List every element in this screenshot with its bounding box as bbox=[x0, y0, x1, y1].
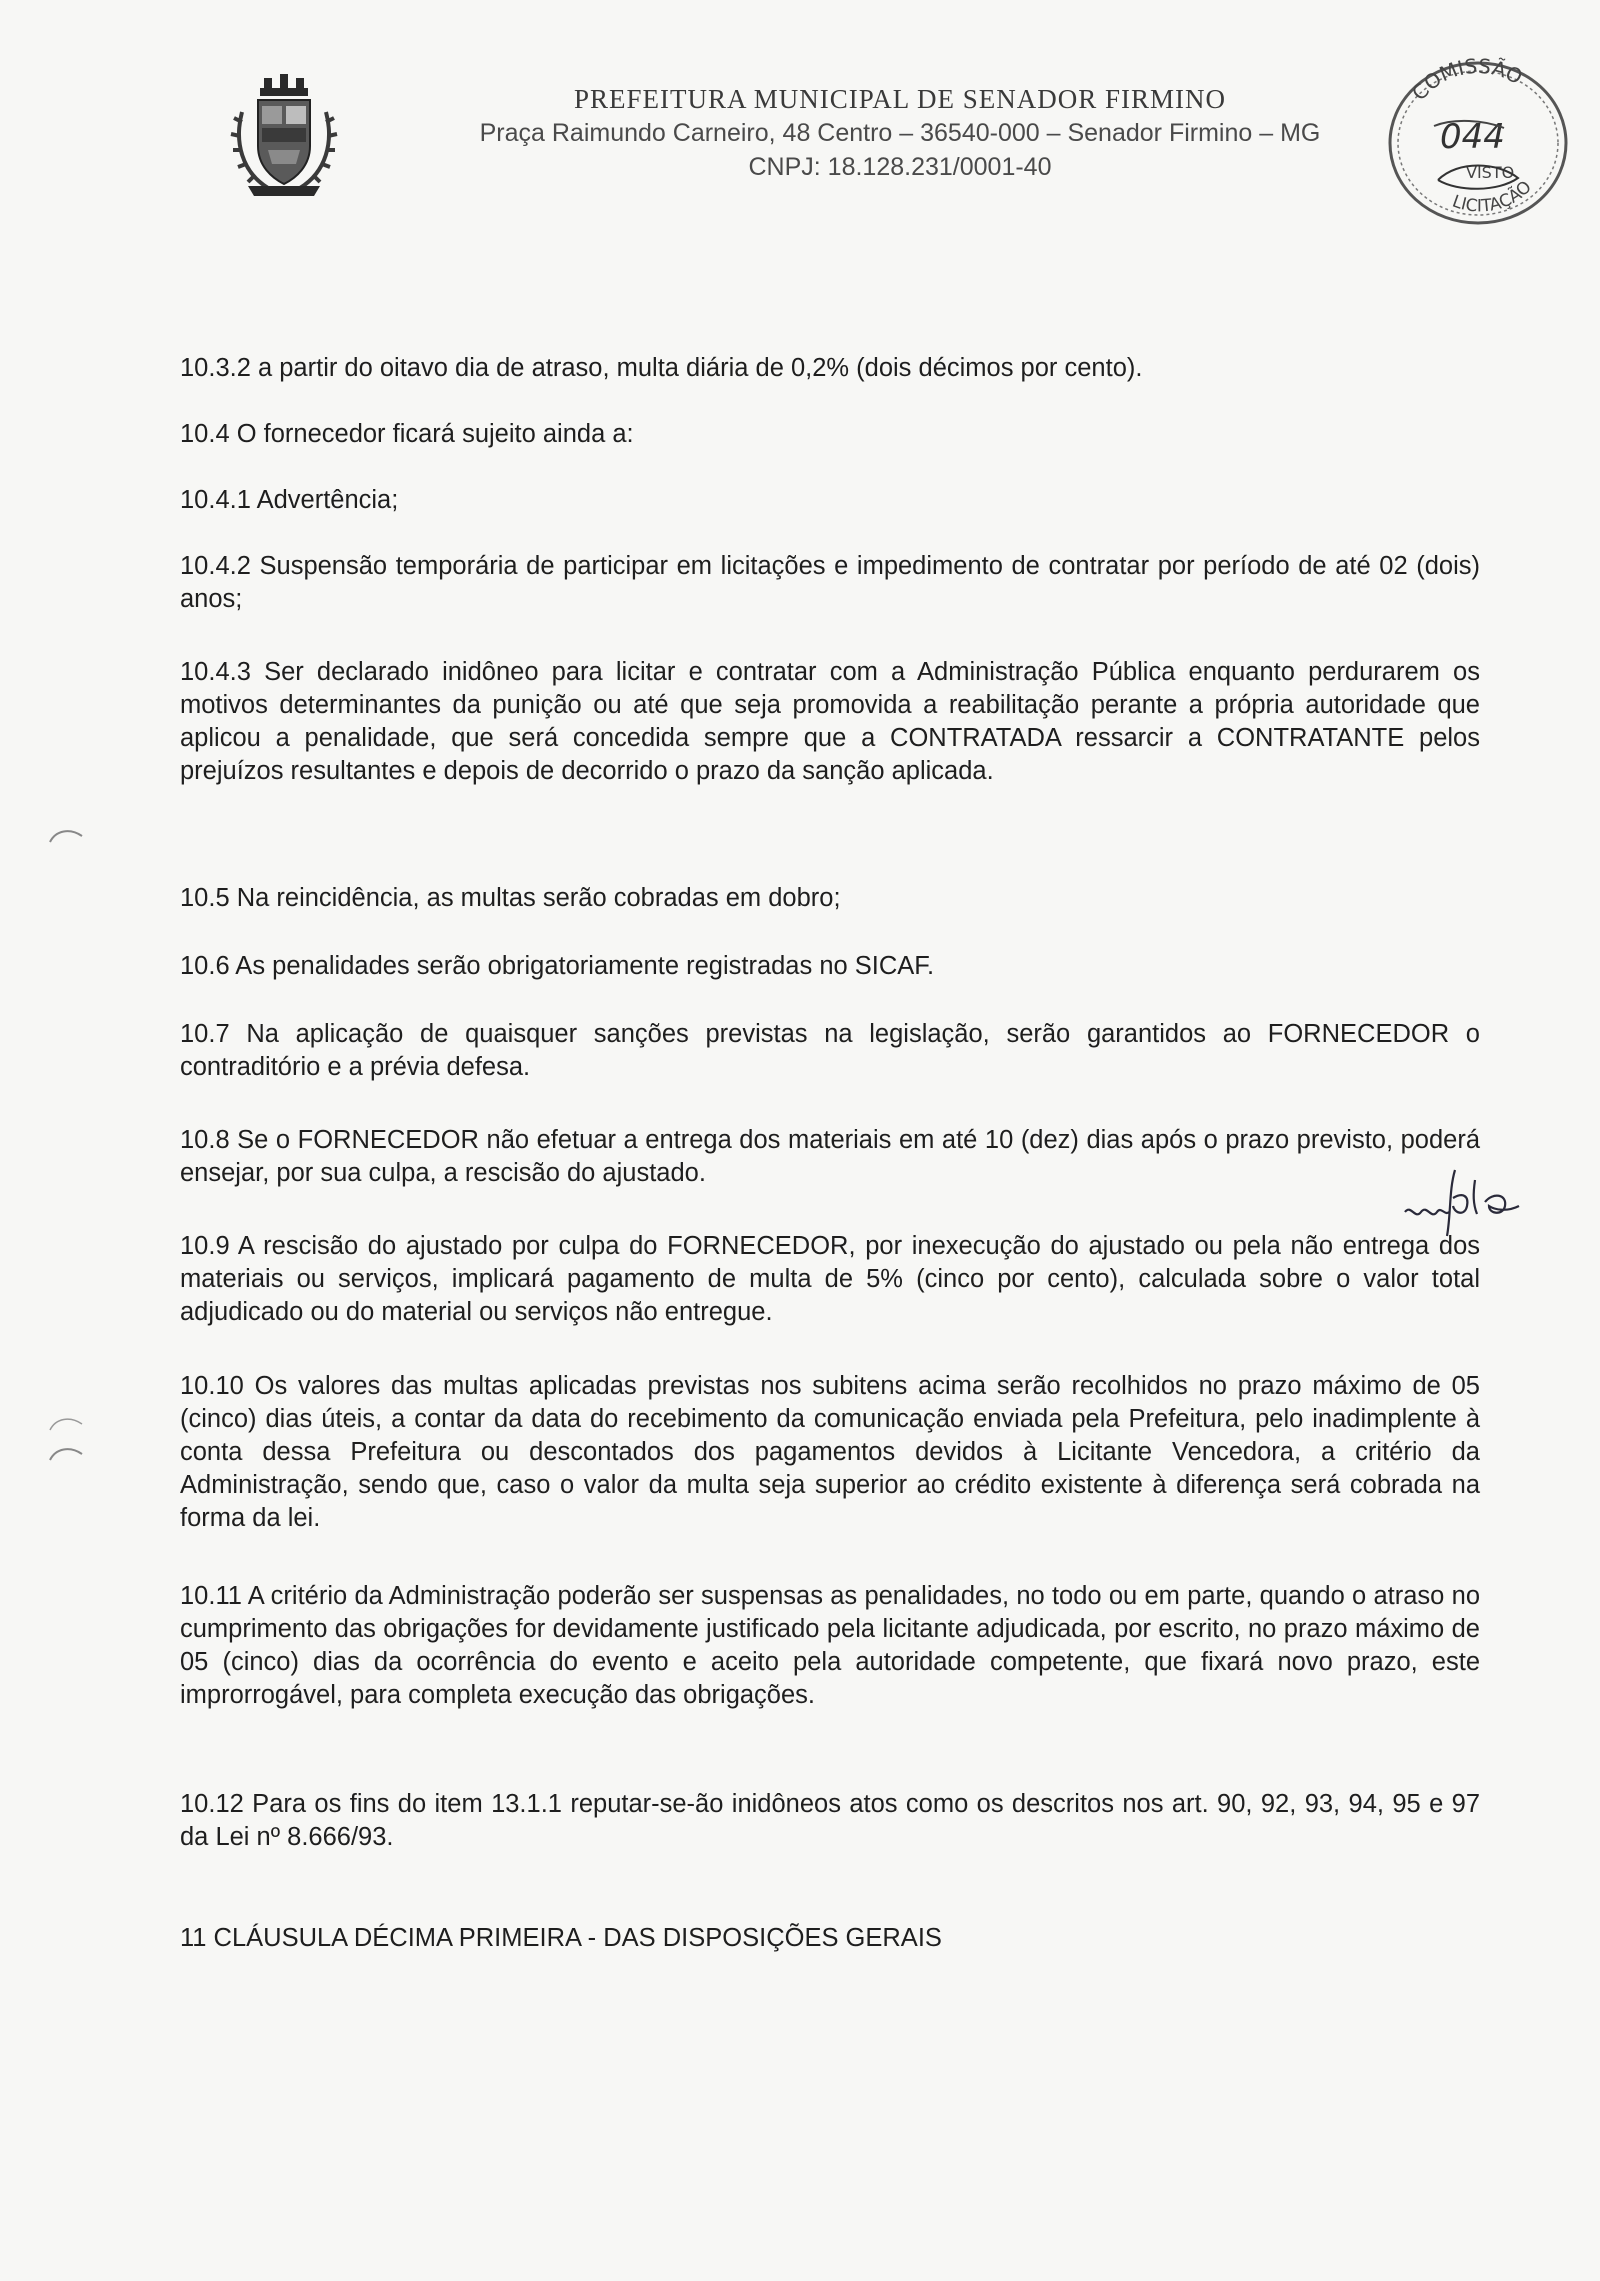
clause-11-heading: 11 CLÁUSULA DÉCIMA PRIMEIRA - DAS DISPOSIÇÕES GERAIS bbox=[180, 1924, 942, 1952]
paragraph-10-6: 10.6 As penalidades serão obrigatoriamente registradas no SICAF. bbox=[180, 952, 935, 980]
paragraph-10-4-1: 10.4.1 Advertência; bbox=[180, 486, 399, 514]
stamp-page-number: 044 bbox=[1440, 117, 1505, 157]
org-name: PREFEITURA MUNICIPAL DE SENADOR FIRMINO bbox=[573, 84, 1227, 114]
paragraph-10-11: 10.11 A critério da Administração poderão ser suspensas as penalidades, no todo ou em parte, quando o atraso no cumprimento das obrigações for devidamente justificado pela licitante adjudicada, por escrito, no prazo máximo de 05 (cinco) dias da ocorrência do evento e aceito pela autoridade competente, que fixará novo prazo, este improrrogável, para completa execução das obrigações. bbox=[180, 1582, 1480, 1709]
stamp-top-text: COMISSÃO bbox=[1406, 53, 1527, 105]
paragraph-10-3-2: 10.3.2 a partir do oitavo dia de atraso, multa diária de 0,2% (dois décimos por cento). bbox=[180, 354, 1143, 382]
commission-stamp bbox=[1378, 48, 1578, 228]
paragraph-10-9: 10.9 A rescisão do ajustado por culpa do FORNECEDOR, por inexecução do ajustado ou pela não entrega dos materiais ou serviços, implicará pagamento de multa de 5% (cinco por cento), calculada sobre o valor total adjudicado ou do material ou serviços não entregue. bbox=[180, 1232, 1480, 1326]
paragraph-10-4: 10.4 O fornecedor ficará sujeito ainda a: bbox=[180, 420, 634, 448]
paragraph-10-4-3: 10.4.3 Ser declarado inidôneo para licitar e contratar com a Administração Pública enquanto perdurarem os motivos determinantes da punição ou até que seja promovida a reabilitação perante a própria autoridade que aplicou a penalidade, que será concedida sempre que a CONTRATADA ressarcir a CONTRATANTE pelos prejuízos resultantes e depois de decorrido o prazo da sanção aplicada. bbox=[180, 658, 1480, 785]
paragraph-10-4-2: 10.4.2 Suspensão temporária de participar em licitações e impedimento de contratar por período de até 02 (dois) anos; bbox=[180, 552, 1480, 613]
svg-text:COMISSÃO bbox=[1407, 54, 1527, 105]
org-address: Praça Raimundo Carneiro, 48 Centro – 36540-000 – Senador Firmino – MG bbox=[479, 119, 1321, 147]
stamp-visto: VISTO bbox=[1466, 163, 1515, 182]
letterhead bbox=[400, 82, 1400, 184]
margin-mark-icon bbox=[46, 1414, 86, 1434]
paragraph-10-12: 10.12 Para os fins do item 13.1.1 reputar-se-ão inidôneos atos como os descritos nos art. 90, 92, 93, 94, 95 e 97 da Lei nº 8.666/93. bbox=[180, 1790, 1480, 1851]
stamp-bottom-text: LICITAÇÃO bbox=[1449, 177, 1536, 217]
margin-mark-icon bbox=[46, 826, 86, 846]
paragraph-10-10: 10.10 Os valores das multas aplicadas previstas nos subitens acima serão recolhidos no prazo máximo de 05 (cinco) dias úteis, a contar da data do recebimento da comunicação enviada pela Prefeitura, pelo inadimplente à conta dessa Prefeitura ou descontados dos pagamentos devidos à Licitante Vencedora, a critério da Administração, sendo que, caso o valor da multa seja superior ao crédito existente à diferença será cobrada na forma da lei. bbox=[180, 1372, 1480, 1532]
paragraph-10-8: 10.8 Se o FORNECEDOR não efetuar a entrega dos materiais em até 10 (dez) dias após o prazo previsto, poderá ensejar, por sua culpa, a rescisão do ajustado. bbox=[180, 1126, 1480, 1187]
org-cnpj: CNPJ: 18.128.231/0001-40 bbox=[748, 153, 1052, 181]
paragraph-10-5: 10.5 Na reincidência, as multas serão cobradas em dobro; bbox=[180, 884, 841, 912]
paragraph-10-7: 10.7 Na aplicação de quaisquer sanções previstas na legislação, serão garantidos ao FORNECEDOR o contraditório e a prévia defesa. bbox=[180, 1020, 1480, 1081]
margin-mark-icon bbox=[46, 1444, 86, 1464]
municipal-crest-icon bbox=[228, 72, 340, 200]
